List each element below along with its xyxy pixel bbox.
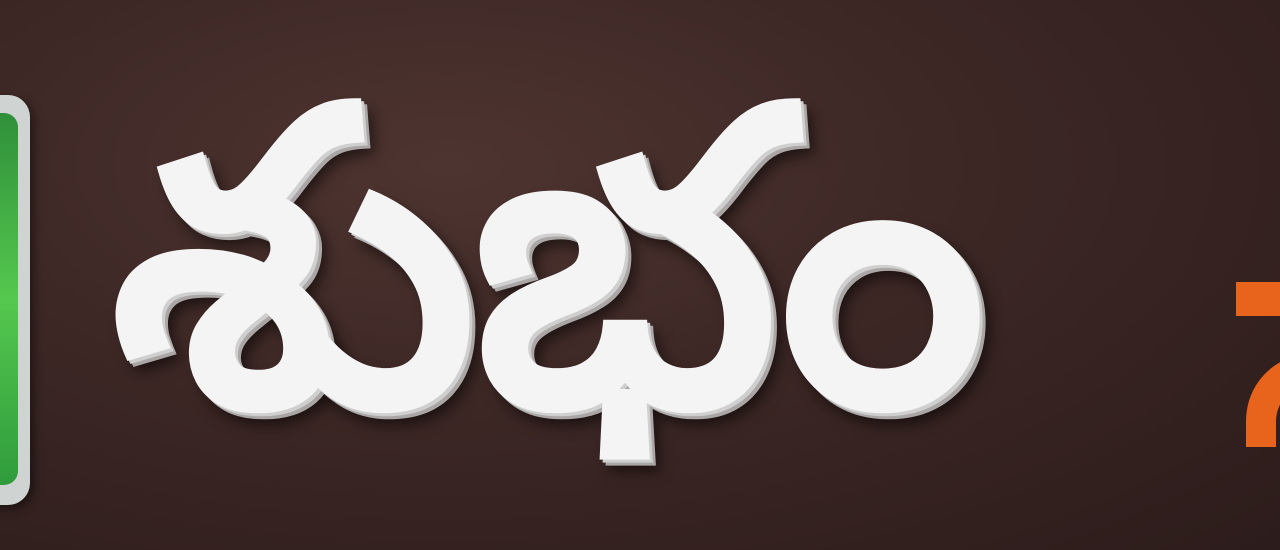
green-sign-panel-face xyxy=(0,113,18,485)
sign-telugu-text: శుభం xyxy=(110,21,981,499)
orange-letter-fragment xyxy=(1236,282,1280,452)
green-sign-panel xyxy=(0,95,30,505)
